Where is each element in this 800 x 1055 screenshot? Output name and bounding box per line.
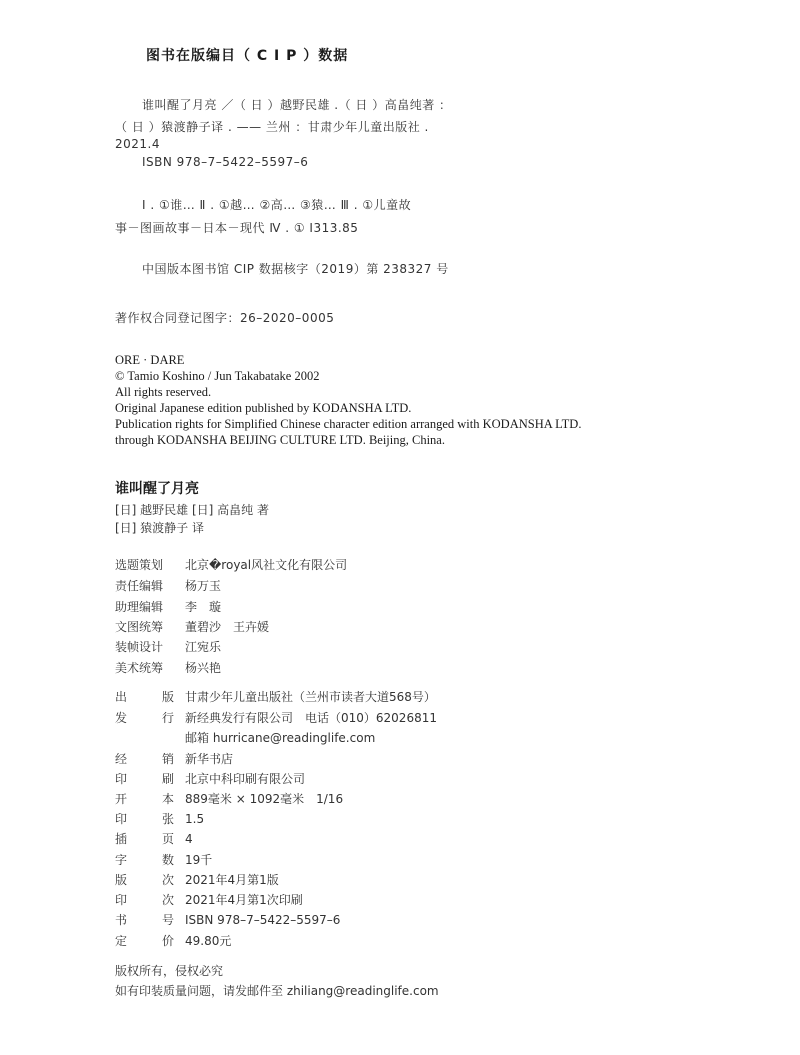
publish-row: 字 数 19千 bbox=[115, 853, 213, 867]
publish-row: 印 次 2021年4月第1次印刷 bbox=[115, 893, 303, 907]
publish-row: 印 刷 北京中科印刷有限公司 bbox=[115, 772, 306, 786]
english-line: Publication rights for Simplified Chinese character edition arranged with KODANSHA LTD. bbox=[115, 417, 582, 431]
staff-row: 文图统筹 董碧沙 王卉媛 bbox=[115, 620, 270, 634]
publish-row: 发 行 新经典发行有限公司 电话（010）62026811 bbox=[115, 711, 437, 725]
publish-row: 插 页 4 bbox=[115, 832, 193, 846]
book-translator: [日] 猿渡静子 译 bbox=[115, 521, 204, 535]
staff-row: 助理编辑 李 璇 bbox=[115, 600, 222, 614]
publish-row: 邮箱 hurricane@readinglife.com bbox=[185, 731, 376, 745]
publish-row: 书 号 ISBN 978–7–5422–5597–6 bbox=[115, 913, 341, 927]
cip-line-1: 谁叫醒了月亮 ／（ 日 ）越野民雄 .（ 日 ）高畠纯著 ： bbox=[142, 98, 452, 112]
cip-line-2: （ 日 ）猿渡静子译 . —— 兰州 ：甘肃少年儿童出版社 . bbox=[115, 120, 429, 134]
quality-notice: 如有印装质量问题，请发邮件至 zhiliang@readinglife.com bbox=[115, 984, 439, 998]
staff-row: 责任编辑 杨万玉 bbox=[115, 579, 222, 593]
publish-row: 定 价 49.80元 bbox=[115, 934, 232, 948]
english-line: All rights reserved. bbox=[115, 385, 212, 399]
book-title: 谁叫醒了月亮 bbox=[115, 481, 199, 497]
book-authors: [日] 越野民雄 [日] 高畠纯 著 bbox=[115, 503, 269, 517]
staff-row: 美术统筹 杨兴艳 bbox=[115, 661, 222, 675]
copyright-registration: 著作权合同登记图字：26–2020–0005 bbox=[115, 311, 335, 325]
english-line: through KODANSHA BEIJING CULTURE LTD. Beijing, China. bbox=[115, 433, 445, 447]
english-copyright-block bbox=[115, 352, 581, 448]
cip-number: 中国版本图书馆 CIP 数据核字（2019）第 238327 号 bbox=[142, 262, 449, 276]
cip-class-2: 事－图画故事－日本－现代 Ⅳ . ① I313.85 bbox=[115, 221, 359, 235]
publish-row: 出 版 甘肃少年儿童出版社（兰州市读者大道568号） bbox=[115, 690, 436, 704]
cip-heading: 图书在版编目（ C I P ）数据 bbox=[146, 48, 349, 64]
publish-row: 印 张 1.5 bbox=[115, 812, 205, 826]
english-line: ORE · DARE bbox=[115, 353, 185, 367]
publish-row: 版 次 2021年4月第1版 bbox=[115, 873, 279, 887]
english-line: © Tamio Koshino / Jun Takabatake 2002 bbox=[115, 369, 320, 383]
cip-class-1: Ⅰ . ①谁… Ⅱ . ①越… ②高… ③猿… Ⅲ . ①儿童故 bbox=[142, 198, 412, 212]
publish-row: 经 销 新华书店 bbox=[115, 752, 234, 766]
publish-row: 开 本 889毫米 × 1092毫米 1/16 bbox=[115, 792, 344, 806]
staff-row: 选题策划 北京�royal风社文化有限公司 bbox=[115, 558, 348, 572]
staff-row: 装帧设计 江宛乐 bbox=[115, 640, 222, 654]
english-line: Original Japanese edition published by KODANSHA LTD. bbox=[115, 401, 412, 415]
cip-line-3: 2021.4 bbox=[115, 137, 160, 151]
rights-notice: 版权所有，侵权必究 bbox=[115, 964, 224, 978]
cip-isbn: ISBN 978–7–5422–5597–6 bbox=[142, 155, 309, 169]
